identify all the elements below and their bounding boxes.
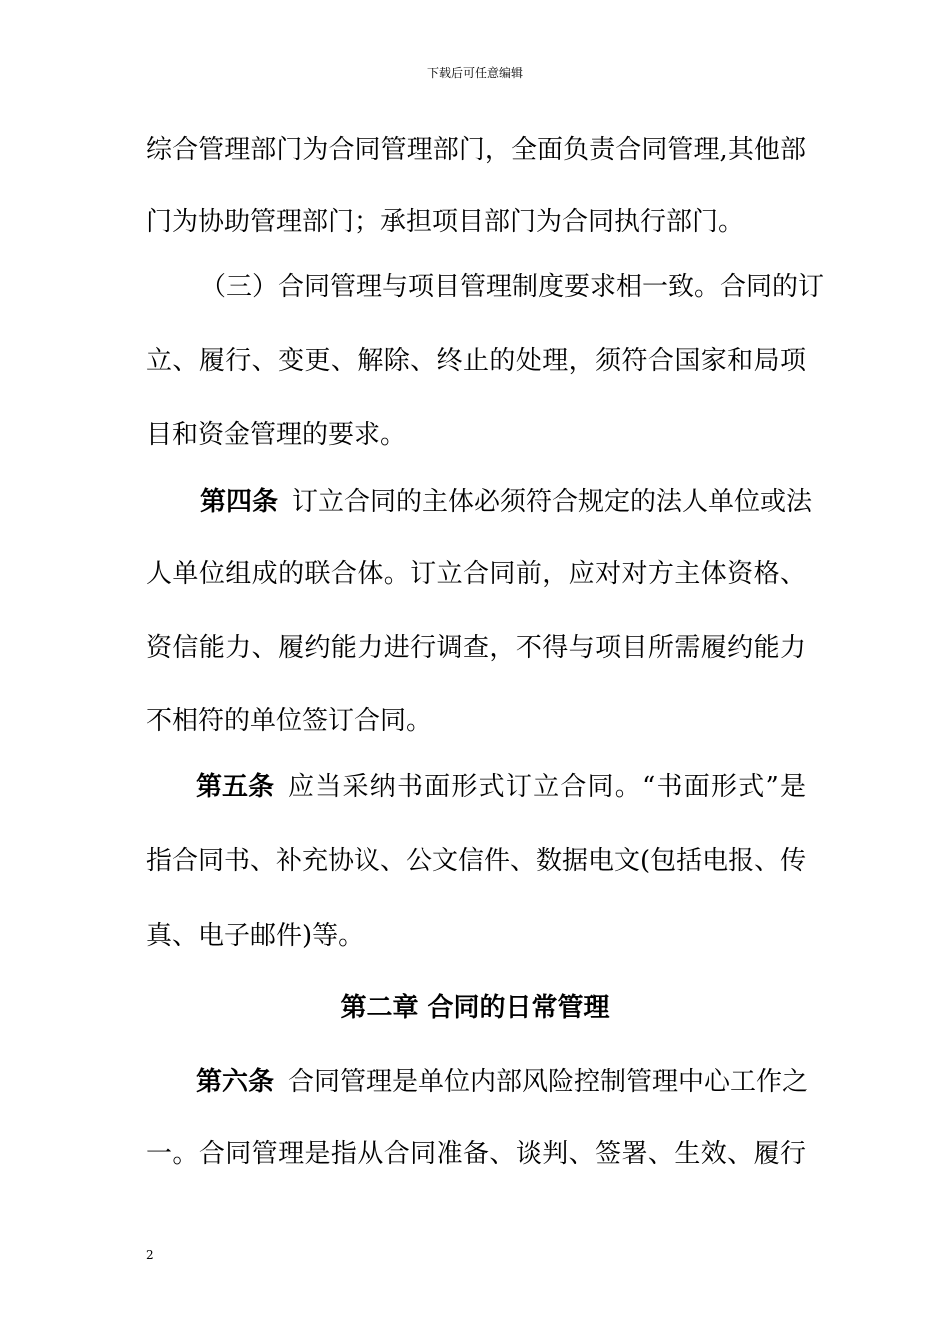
body-line: 一。合同管理是指从合同准备、谈判、签署、生效、履行 bbox=[146, 1139, 806, 1169]
body-line: 不相符的单位签订合同。 bbox=[146, 706, 433, 736]
page-header: 下载后可任意编辑 bbox=[426, 66, 523, 80]
page-number: 2 bbox=[146, 1248, 154, 1262]
body-line: 门为协助管理部门；承担项目部门为合同执行部门。 bbox=[146, 207, 745, 237]
body-line: 目和资金管理的要求。 bbox=[146, 420, 407, 450]
body-line: 资信能力、履约能力进行调查，不得与项目所需履约能力 bbox=[146, 633, 806, 663]
body-line: 综合管理部门为合同管理部门，全面负责合同管理,其他部 bbox=[146, 135, 806, 165]
paragraph-line: （三）合同管理与项目管理制度要求相一致。合同的订 bbox=[200, 272, 825, 302]
chapter-heading: 第二章 合同的日常管理 bbox=[340, 993, 610, 1023]
body-line: 指合同书、补充协议、公文信件、数据电文(包括电报、传 bbox=[146, 846, 807, 876]
article-4-label: 第四条 bbox=[200, 487, 279, 517]
article-5-label: 第五条 bbox=[196, 772, 275, 802]
body-line: 人单位组成的联合体。订立合同前，应对对方主体资格、 bbox=[146, 559, 806, 589]
article-4-line bbox=[200, 484, 813, 520]
article-5-text: 应当采纳书面形式订立合同。“书面形式”是 bbox=[288, 772, 806, 802]
article-6-text: 合同管理是单位内部风险控制管理中心工作之 bbox=[288, 1067, 809, 1097]
article-5-line bbox=[196, 769, 806, 805]
body-line: 真、电子邮件)等。 bbox=[146, 921, 365, 951]
body-line: 立、履行、变更、解除、终止的处理，须符合国家和局项 bbox=[146, 346, 806, 376]
article-6-line bbox=[196, 1064, 809, 1100]
article-4-text: 订立合同的主体必须符合规定的法人单位或法 bbox=[292, 487, 813, 517]
article-6-label: 第六条 bbox=[196, 1067, 275, 1097]
